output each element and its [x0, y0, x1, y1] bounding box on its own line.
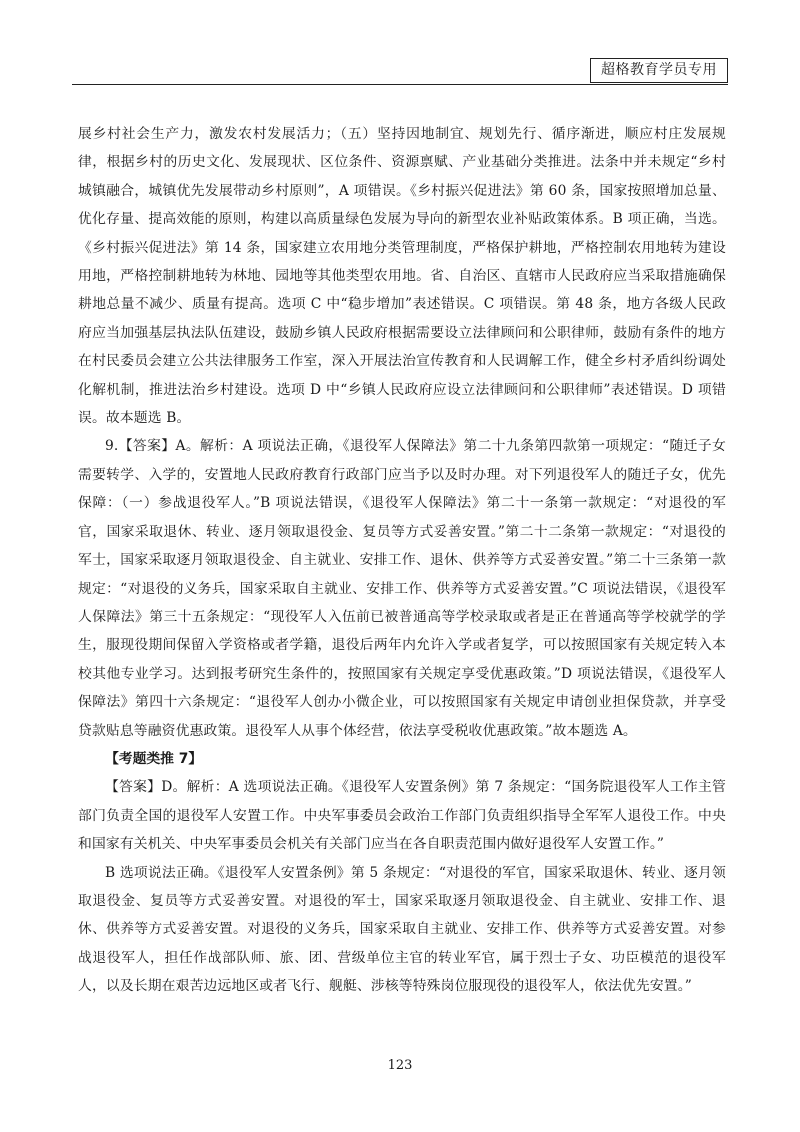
header-tag: 超格教育学员专用 [590, 58, 728, 83]
page-number: 123 [387, 1058, 413, 1073]
document-body [78, 120, 726, 1001]
paragraph-answer-9: 9.【答案】A。解析：A 项说法正确，《退役军人保障法》第二十九条第四款第一项规定：“随迁子女需要转学、入学的，安置地人民政府教育行政部门应当予以及时办理。对下列退役军人的随迁子女，优先保障：（一）参战退役军人。”B 项说法错误，《退役军人保障法》第二十一条第一款规定：“对退役的军官，国家采取退休、转业、逐月领取退役金、复员等方式妥善安置。”第二十二条第一款规定：“对退役的军士，国家采取逐月领取退役金、自主就业、安排工作、退休、供养等方式妥善安置。”第二十三条第一款规定：“对退役的义务兵，国家采取自主就业、安排工作、供养等方式妥善安置。”C 项说法错误，《退役军人保障法》第三十五条规定：“现役军人入伍前已被普通高等学校录取或者是正在普通高等学校就学的学生，服现役期间保留入学资格或者学籍，退役后两年内允许入学或者复学，可以按照国家有关规定转入本校其他专业学习。达到报考研究生条件的，按照国家有关规定享受优惠政策。”D 项说法错误，《退役军人保障法》第四十六条规定：“退役军人创办小微企业，可以按照国家有关规定申请创业担保贷款，并享受贷款贴息等融资优惠政策。退役军人从事个体经营，依法享受税收优惠政策。”故本题选 A。 [78, 438, 726, 739]
paragraph-answer-analysis-a: 【答案】D。解析：A 选项说法正确。《退役军人安置条例》第 7 条规定：“国务院退役军人工作主管部门负责全国的退役军人安置工作。中央军事委员会政治工作部门负责组织指导全军军人退役工作。中央和国家有关机关、中央军事委员会机关有关部门应当在各自职责范围内做好退役军人安置工作。” [78, 779, 726, 853]
header-divider [72, 84, 728, 85]
paragraph-answer-analysis-b: B 选项说法正确。《退役军人安置条例》第 5 条规定：“对退役的军官，国家采取退休、转业、逐月领取退役金、复员等方式妥善安置。对退役的军士，国家采取逐月领取退役金、自主就业、安排工作、退休、供养等方式妥善安置。对退役的义务兵，国家采取自主就业、安排工作、供养等方式妥善安置。对参战退役军人，担任作战部队师、旅、团、营级单位主官的转业军官，属于烈士子女、功臣模范的退役军人，以及长期在艰苦边远地区或者飞行、舰艇、涉核等特殊岗位服现役的退役军人，依法优先安置。” [78, 864, 726, 995]
section-title: 【考题类推 7】 [105, 750, 203, 767]
paragraph-continuation: 展乡村社会生产力，激发农村发展活力；（五）坚持因地制宜、规划先行、循序渐进，顺应村庄发展规律，根据乡村的历史文化、发展现状、区位条件、资源禀赋、产业基础分类推进。法条中并未规定“乡村城镇融合，城镇优先发展带动乡村原则”，A 项错误。《乡村振兴促进法》第 60 条，国家按照增加总量、优化存量、提高效能的原则，构建以高质量绿色发展为导向的新型农业补贴政策体系。B 项正确，当选。《乡村振兴促进法》第 14 条，国家建立农用地分类管理制度，严格保护耕地，严格控制农用地转为建设用地，严格控制耕地转为林地、园地等其他类型农用地。省、自治区、直辖市人民政府应当采取措施确保耕地总量不减少、质量有提高。选项 C 中“稳步增加”表述错误。C 项错误。第 48 条，地方各级人民政府应当加强基层执法队伍建设，鼓励乡镇人民政府根据需要设立法律顾问和公职律师，鼓励有条件的地方在村民委员会建立公共法律服务工作室，深入开展法治宣传教育和人民调解工作，健全乡村矛盾纠纷调处化解机制，推进法治乡村建设。选项 D 中“乡镇人民政府应设立法律顾问和公职律师”表述错误。D 项错误。故本题选 B。 [78, 126, 726, 427]
